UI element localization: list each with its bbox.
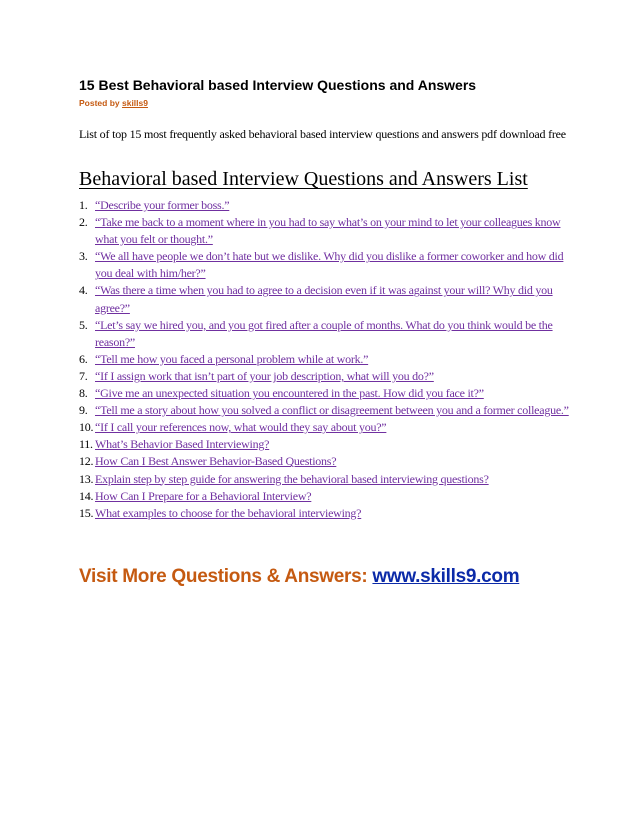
question-item <box>79 419 579 436</box>
question-item <box>79 248 579 282</box>
question-item <box>79 471 579 488</box>
question-link[interactable]: Explain step by step guide for answering the behavioral based interviewing questions? <box>95 471 489 486</box>
question-link[interactable]: “If I assign work that isn’t part of your job description, what will you do?” <box>95 368 434 383</box>
question-link[interactable]: “Describe your former boss.” <box>95 198 230 212</box>
question-number: 15. <box>79 505 94 520</box>
question-number: 10. <box>79 420 94 435</box>
question-item <box>79 197 579 214</box>
question-number: 9. <box>79 403 88 418</box>
question-item <box>79 505 579 522</box>
question-number: 11. <box>79 437 93 452</box>
question-number: 13. <box>79 471 94 486</box>
question-item <box>79 317 579 351</box>
question-number: 7. <box>79 368 88 383</box>
question-link[interactable]: What examples to choose for the behavioral interviewing? <box>95 505 362 520</box>
visit-more-line <box>79 566 519 588</box>
question-item <box>79 282 579 316</box>
posted-by-label: Posted by <box>79 98 122 108</box>
question-link[interactable]: “We all have people we don’t hate but we dislike. Why did you dislike a former coworker and how did you deal with him/her?” <box>95 249 564 281</box>
question-link[interactable]: “Let’s say we hired you, and you got fired after a couple of months. What do you think would be the reason?” <box>95 317 553 349</box>
question-number: 6. <box>79 351 88 366</box>
question-link[interactable]: “Tell me how you faced a personal problem while at work.” <box>95 351 369 366</box>
question-item <box>79 436 579 453</box>
question-link[interactable]: “Give me an unexpected situation you encountered in the past. How did you face it?” <box>95 386 484 401</box>
question-link[interactable]: “Take me back to a moment where in you had to say what’s on your mind to let your colleagues know what you felt or thought.” <box>95 215 561 247</box>
document-title: 15 Best Behavioral based Interview Questions and Answers <box>79 77 477 93</box>
question-number: 14. <box>79 488 94 503</box>
question-item <box>79 385 579 402</box>
question-item <box>79 368 579 385</box>
question-number: 8. <box>79 386 88 401</box>
question-number: 2. <box>79 215 88 230</box>
visit-more-label: Visit More Questions & Answers: <box>79 566 373 587</box>
question-number: 12. <box>79 454 94 469</box>
author-link[interactable]: skills9 <box>121 98 148 108</box>
question-item <box>79 351 579 368</box>
question-number: 5. <box>79 317 88 332</box>
question-link[interactable]: How Can I Prepare for a Behavioral Interview? <box>95 488 312 503</box>
question-list <box>79 197 579 522</box>
question-link[interactable]: What’s Behavior Based Interviewing? <box>95 437 270 452</box>
section-heading: Behavioral based Interview Questions and Answers List <box>79 168 528 190</box>
question-link[interactable]: How Can I Best Answer Behavior-Based Questions? <box>95 454 337 469</box>
intro-paragraph: List of top 15 most frequently asked behavioral based interview questions and answers pdf download free <box>79 127 566 141</box>
posted-by-line <box>79 98 148 108</box>
question-number: 1. <box>79 198 88 212</box>
question-number: 3. <box>79 249 88 264</box>
question-item <box>79 488 579 505</box>
question-item <box>79 402 579 419</box>
question-link[interactable]: “Tell me a story about how you solved a conflict or disagreement between you and a former colleague.” <box>95 403 569 418</box>
question-item <box>79 453 579 470</box>
question-number: 4. <box>79 283 88 298</box>
question-link[interactable]: “If I call your references now, what would they say about you?” <box>95 420 387 435</box>
question-link[interactable]: “Was there a time when you had to agree to a decision even if it was against your will? Why did you agree?” <box>95 283 553 315</box>
website-link[interactable]: www.skills9.com <box>372 566 520 587</box>
question-item <box>79 214 579 248</box>
